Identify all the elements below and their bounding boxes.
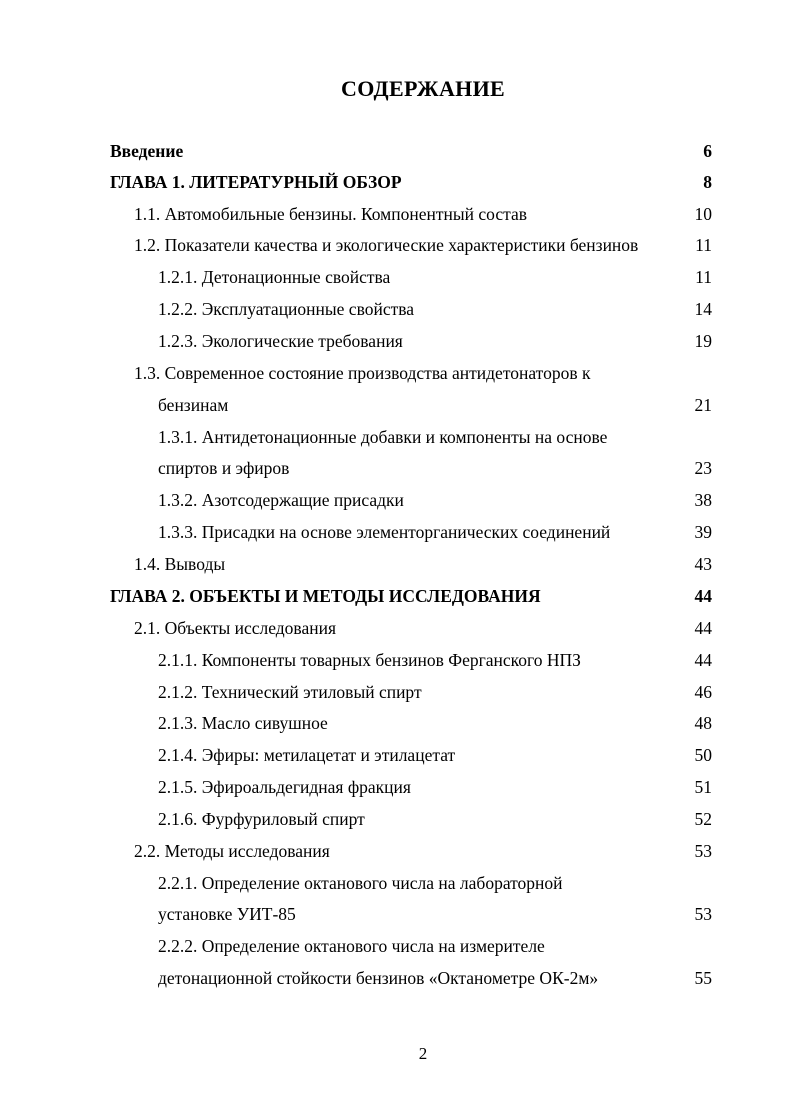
toc-entry-1-3 [0, 357, 798, 389]
toc-entry-2-2 [0, 835, 798, 867]
toc-entry-text: Введение [110, 141, 184, 161]
toc-entry-page: 51 [694, 777, 712, 797]
toc-entry-text: бензинам [158, 395, 229, 415]
toc-entry-1-2-1 [0, 261, 798, 293]
toc-entry-2-1-1 [0, 644, 798, 676]
toc-entry-text: детонационной стойкости бензинов «Октанометре ОК-2м» [158, 968, 599, 988]
toc-entry-chapter-2 [0, 580, 798, 612]
toc-entry-text: 1.3. Современное состояние производства антидетонаторов к [134, 363, 591, 383]
toc-entry-text: 2.2.1. Определение октанового числа на лабораторной [158, 873, 563, 893]
toc-entry-text: 2.2.2. Определение октанового числа на измерителе [158, 936, 545, 956]
toc-entry-2-1-3 [0, 707, 798, 739]
toc-entry-1-3-cont [0, 389, 798, 421]
toc-entry-2-2-1 [0, 867, 798, 899]
toc-entry-page: 39 [694, 522, 712, 542]
toc-entry-text: 2.1. Объекты исследования [134, 618, 337, 638]
toc-entry-2-1-5 [0, 771, 798, 803]
toc-entry-1-3-1 [0, 421, 798, 453]
toc-entry-page: 6 [703, 141, 712, 161]
toc-entry-1-1 [0, 198, 798, 230]
toc-entry-2-2-1-cont [0, 898, 798, 930]
toc-entry-page: 53 [694, 841, 712, 861]
toc-entry-page: 38 [694, 490, 712, 510]
toc-entry-chapter-1 [0, 166, 798, 198]
toc-entry-text: 2.1.5. Эфироальдегидная фракция [158, 777, 411, 797]
toc-entry-text: 2.2. Методы исследования [134, 841, 330, 861]
page-title: СОДЕРЖАНИЕ [341, 76, 505, 101]
toc-entry-2-1-6 [0, 803, 798, 835]
toc-entry-text: 1.2.3. Экологические требования [158, 331, 403, 351]
toc-entry-page: 43 [694, 554, 712, 574]
toc-entry-text: 2.1.4. Эфиры: метилацетат и этилацетат [158, 745, 456, 765]
toc-entry-1-3-3 [0, 516, 798, 548]
toc-entry-page: 44 [694, 618, 712, 638]
toc-entry-page: 21 [694, 395, 712, 415]
toc-entry-page: 19 [694, 331, 712, 351]
toc-entry-text: 2.1.3. Масло сивушное [158, 713, 328, 733]
toc-entry-2-1-4 [0, 739, 798, 771]
toc-entry-page: 48 [694, 713, 712, 733]
toc-entry-text: 1.3.1. Антидетонационные добавки и компоненты на основе [158, 427, 608, 447]
toc-entry-page: 23 [694, 458, 712, 478]
toc-entry-2-1 [0, 612, 798, 644]
toc-entry-text: 1.2. Показатели качества и экологические характеристики бензинов [134, 235, 639, 255]
toc-entry-text: 1.1. Автомобильные бензины. Компонентный состав [134, 204, 527, 224]
toc-entry-page: 11 [695, 267, 712, 287]
toc-entry-text: 1.4. Выводы [134, 554, 226, 574]
toc-entry-page: 44 [694, 586, 712, 606]
toc-entry-text: ГЛАВА 1. ЛИТЕРАТУРНЫЙ ОБЗОР [110, 172, 402, 192]
toc-entry-1-2-3 [0, 325, 798, 357]
toc-entry-text: 1.3.3. Присадки на основе элементорганических соединений [158, 522, 611, 542]
page-number: 2 [418, 1044, 428, 1063]
toc-entry-intro [0, 135, 798, 167]
toc-entry-page: 52 [694, 809, 712, 829]
toc-entry-text: установке УИТ-85 [158, 904, 296, 924]
toc-entry-text: ГЛАВА 2. ОБЪЕКТЫ И МЕТОДЫ ИССЛЕДОВАНИЯ [110, 586, 541, 606]
toc-entry-text: 1.2.2. Эксплуатационные свойства [158, 299, 415, 319]
toc-entry-1-3-1-cont [0, 452, 798, 484]
toc-entry-text: 2.1.6. Фурфуриловый спирт [158, 809, 365, 829]
toc-entry-1-2-2 [0, 293, 798, 325]
toc-entry-text: 2.1.2. Технический этиловый спирт [158, 682, 422, 702]
toc-entry-1-4 [0, 548, 798, 580]
toc-entry-page: 50 [694, 745, 712, 765]
toc-entry-page: 55 [694, 968, 712, 988]
toc-entry-text: 2.1.1. Компоненты товарных бензинов Ферганского НПЗ [158, 650, 581, 670]
toc-entry-text: спиртов и эфиров [158, 458, 290, 478]
toc-entry-1-3-2 [0, 484, 798, 516]
toc-entry-page: 46 [694, 682, 712, 702]
toc-entry-1-2 [0, 229, 798, 261]
toc-entry-2-1-2 [0, 676, 798, 708]
toc-entry-page: 10 [694, 204, 712, 224]
toc-entry-text: 1.3.2. Азотсодержащие присадки [158, 490, 404, 510]
toc-entry-page: 11 [695, 235, 712, 255]
toc-entry-page: 8 [703, 172, 712, 192]
toc-entry-page: 53 [694, 904, 712, 924]
toc-entry-page: 44 [694, 650, 712, 670]
toc-entry-page: 14 [694, 299, 712, 319]
toc-entry-2-2-2 [0, 930, 798, 962]
toc-entry-2-2-2-cont [0, 962, 798, 994]
toc-entry-text: 1.2.1. Детонационные свойства [158, 267, 391, 287]
